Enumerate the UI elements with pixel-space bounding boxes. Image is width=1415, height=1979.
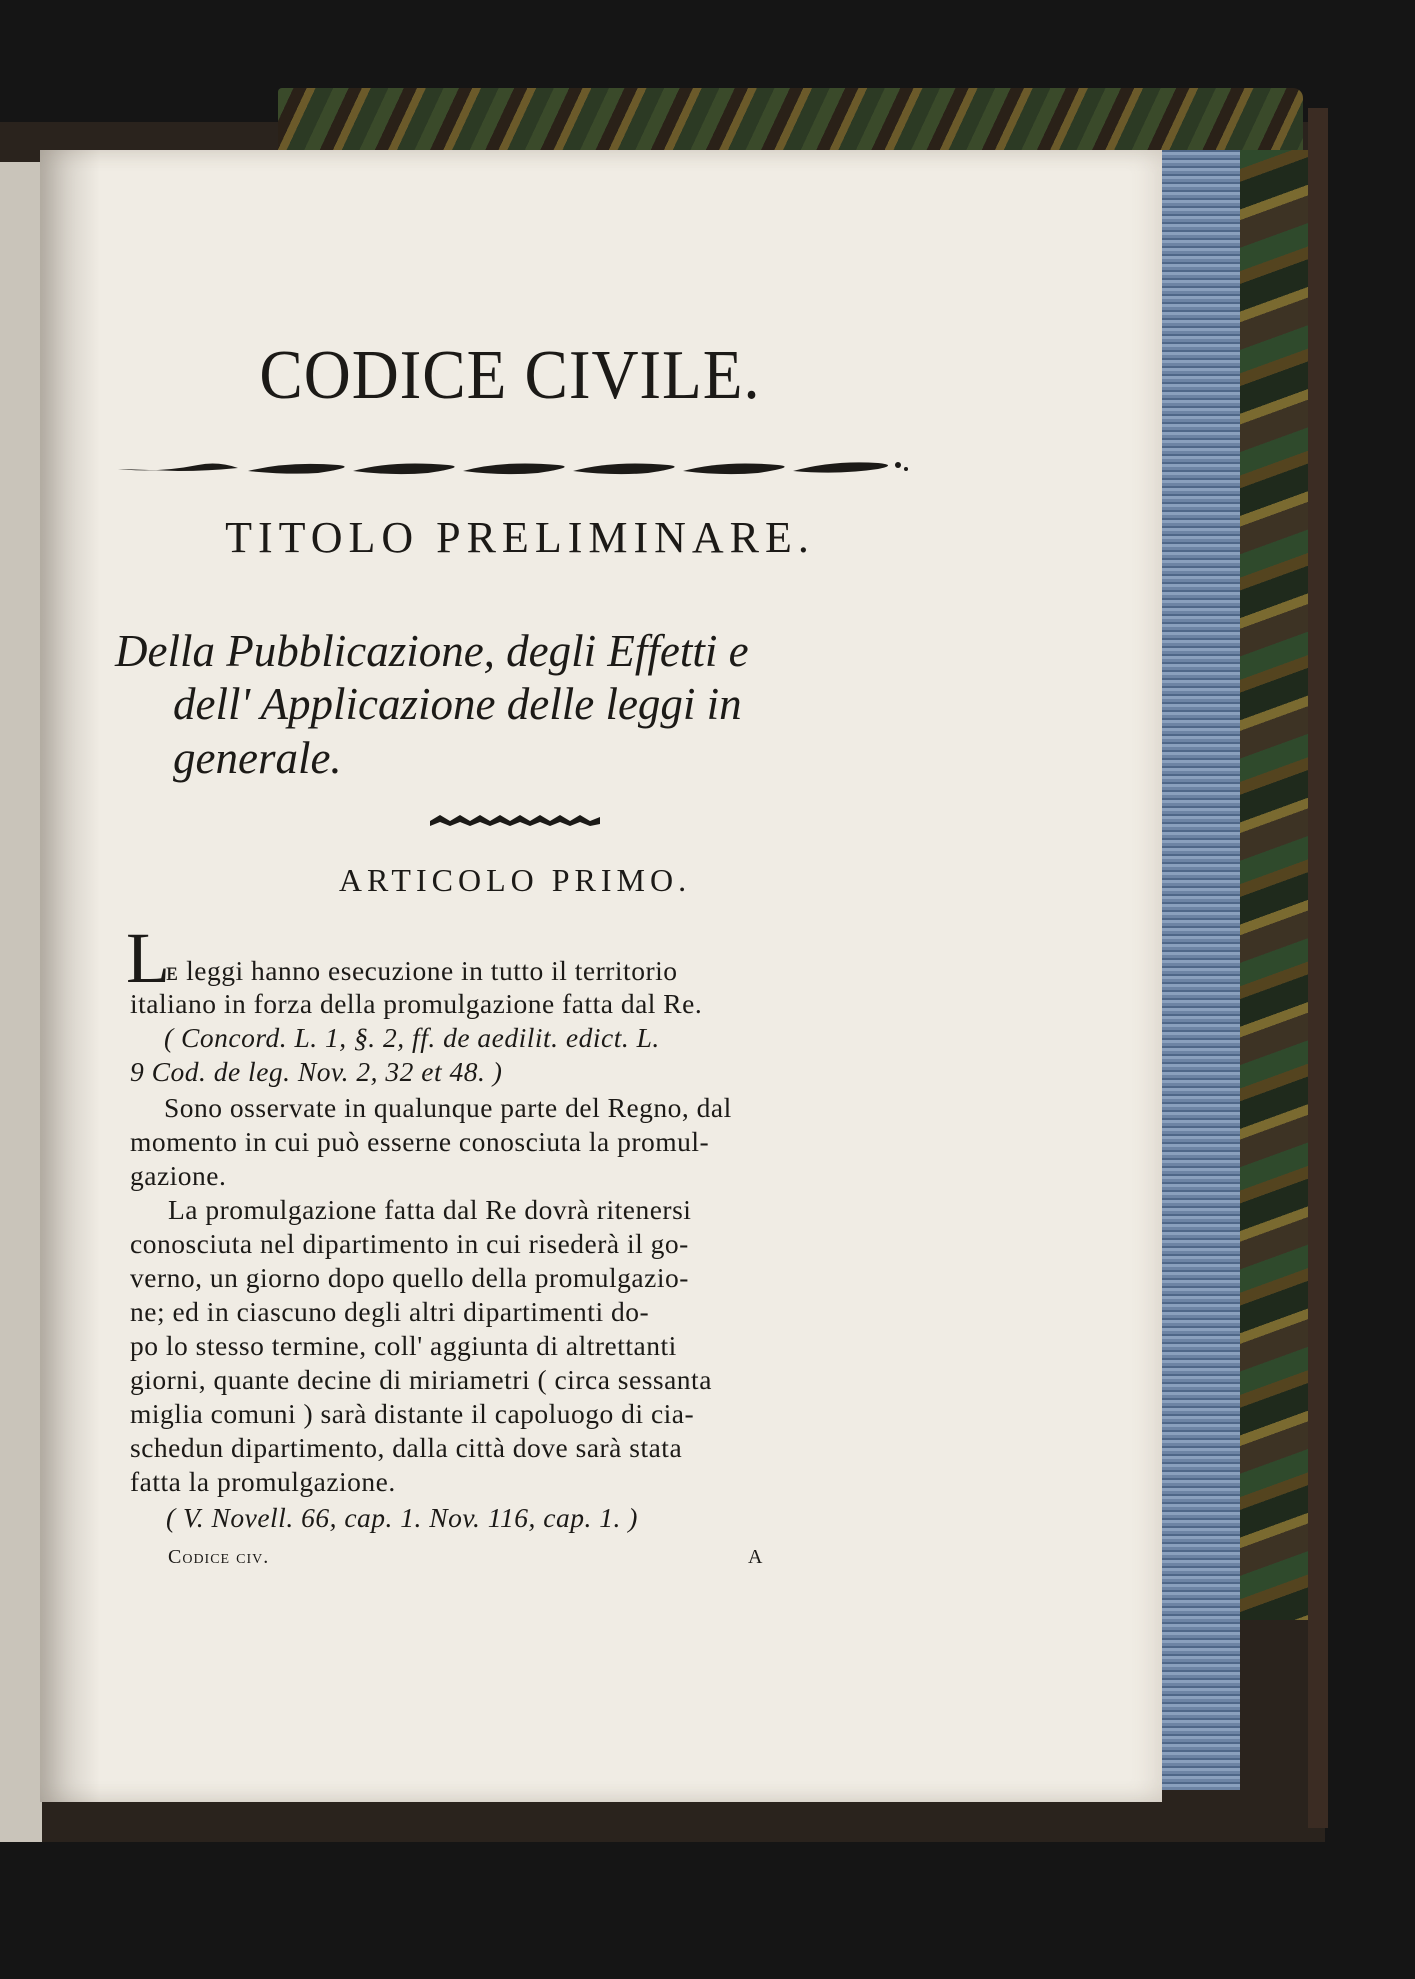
body-line-3: ( Concord. L. 1, §. 2, ff. de aedilit. edict. L. (164, 1022, 660, 1053)
printer-signature: Codice civ. (168, 1546, 270, 1568)
body-line-11: ne; ed in ciascuno degli altri dipartimenti do- (130, 1296, 650, 1327)
subtitle-line-2: dell' Applicazione delle leggi in (173, 679, 742, 729)
body-line-5: Sono osservate in qualunque parte del Regno, dal (164, 1092, 732, 1123)
body-line-15: schedun dipartimento, dalla città dove sarà stata (130, 1432, 683, 1463)
body-line-2: italiano in forza della promulgazione fatta dal Re. (130, 988, 703, 1019)
subtitle-line-1: Della Pubblicazione, degli Effetti e (115, 626, 749, 676)
cover-edge (1308, 108, 1328, 1828)
marbled-cover-side (1228, 150, 1320, 1620)
gathering-mark: A (748, 1546, 764, 1568)
article-heading: ARTICOLO PRIMO. (338, 862, 692, 898)
title-rule-ornament (118, 455, 908, 481)
section-ornament (430, 812, 600, 830)
body-line-7: gazione. (130, 1160, 227, 1191)
body-line-17: ( V. Novell. 66, cap. 1. Nov. 116, cap. 1. ) (166, 1502, 638, 1533)
marbled-cover-top (278, 88, 1303, 154)
body-line-16: fatta la promulgazione. (130, 1466, 396, 1497)
body-line-9: conosciuta nel dipartimento in cui risederà il go- (130, 1228, 689, 1259)
preliminary-title: TITOLO PRELIMINARE. (225, 513, 815, 562)
drop-capital: L (126, 918, 170, 998)
book-title: CODICE CIVILE. (259, 337, 761, 414)
body-line-14: miglia comuni ) sarà distante il capoluogo di cia- (130, 1398, 695, 1429)
body-line-12: po lo stesso termine, coll' aggiunta di altrettanti (130, 1330, 677, 1361)
subtitle-line-3: generale. (173, 733, 342, 783)
body-line-4: 9 Cod. de leg. Nov. 2, 32 et 48. ) (130, 1056, 503, 1087)
body-line-1: ᴇ leggi hanno esecuzione in tutto il territorio (166, 955, 678, 986)
facing-page-edge (0, 162, 42, 1842)
body-line-8: La promulgazione fatta dal Re dovrà ritenersi (168, 1194, 692, 1225)
body-line-6: momento in cui può esserne conosciuta la promul- (130, 1126, 710, 1157)
body-line-13: giorni, quante decine di miriametri ( circa sessanta (130, 1364, 712, 1395)
body-line-10: verno, un giorno dopo quello della promulgazio- (130, 1262, 689, 1293)
